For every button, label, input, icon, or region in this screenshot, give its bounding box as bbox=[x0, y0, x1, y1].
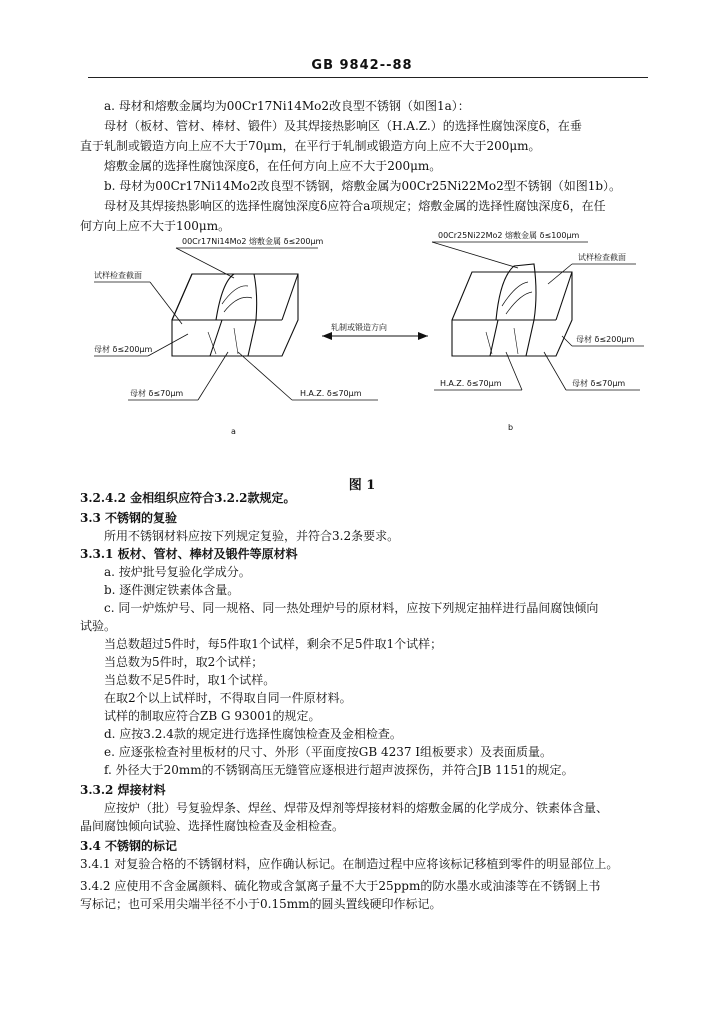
paragraph-line: 母材及其焊接热影响区的选择性腐蚀深度δ应符合a项规定；熔敷金属的选择性腐蚀深度δ，在任 bbox=[104, 199, 606, 213]
list-item-a: a. 按炉批号复验化学成分。 bbox=[104, 565, 251, 579]
paragraph-line: 晶间腐蚀倾向试验、选择性腐蚀检查及金相检查。 bbox=[80, 819, 345, 833]
clause-a: a. 母材和熔敷金属均为00Cr17Ni14Mo2改良型不锈钢（如图1a）： bbox=[104, 99, 470, 113]
section-3-3-heading: 3.3 不锈钢的复验 bbox=[80, 511, 178, 525]
specimen-b-block bbox=[452, 264, 572, 356]
arrowhead-left bbox=[322, 332, 332, 340]
clause-3-4-1: 3.4.1 对复验合格的不锈钢材料，应作确认标记。在制造过程中应将该标记移植到零件的明显部位上。 bbox=[80, 857, 619, 871]
clause-3-2-4-2: 3.2.4.2 金相组织应符合3.2.2款规定。 bbox=[80, 491, 296, 505]
figure-a-base-label-1: 母材 δ≤200μm bbox=[94, 345, 153, 354]
paragraph-line: 当总数为5件时，取2个试样； bbox=[104, 655, 264, 669]
paragraph-line: 当总数超过5件时，每5件取1个试样，剩余不足5件取1个试样； bbox=[104, 637, 443, 651]
paragraph-line: 何方向上应不大于100μm。 bbox=[80, 219, 231, 233]
paragraph-line: 应按炉（批）号复验焊条、焊丝、焊带及焊剂等焊接材料的熔敷金属的化学成分、铁素体含量、 bbox=[104, 801, 609, 815]
figure-b-top-label: 00Cr25Ni22Mo2 熔敷金属 δ≤100μm bbox=[438, 231, 580, 240]
list-item-c: c. 同一炉炼炉号、同一规格、同一热处理炉号的原材料，应按下列规定抽样进行晶间腐蚀倾向 bbox=[104, 601, 599, 615]
section-3-4-heading: 3.4 不锈钢的标记 bbox=[80, 839, 178, 853]
figure-1 bbox=[88, 224, 648, 444]
figure-arrow-label: 轧制或锻造方向 bbox=[331, 323, 387, 332]
figure-b-section-label: 试样检查截面 bbox=[578, 253, 626, 262]
figure-b-sublabel: b bbox=[508, 423, 514, 432]
paragraph-line: 当总数不足5件时，取1个试样。 bbox=[104, 673, 276, 687]
clause-b: b. 母材为00Cr17Ni14Mo2改良型不锈钢，熔敷金属为00Cr25Ni22Mo2型不锈钢（如图1b）。 bbox=[104, 179, 622, 193]
section-3-3-2-heading: 3.3.2 焊接材料 bbox=[80, 783, 166, 797]
figure-b-base-label-2: 母材 δ≤70μm bbox=[572, 379, 626, 388]
paragraph-line: 试验。 bbox=[80, 619, 117, 633]
list-item-d: d. 应按3.2.4款的规定进行选择性腐蚀检查及金相检查。 bbox=[104, 727, 402, 741]
figure-b-base-label-1: 母材 δ≤200μm bbox=[576, 335, 635, 344]
figure-a-section-label: 试样检查截面 bbox=[94, 271, 142, 280]
figure-a-sublabel: a bbox=[231, 427, 236, 436]
paragraph-line: 熔敷金属的选择性腐蚀深度δ，在任何方向上应不大于200μm。 bbox=[104, 159, 442, 173]
section-3-3-1-heading: 3.3.1 板材、管材、棒材及锻件等原材料 bbox=[80, 547, 298, 561]
list-item-f: f. 外径大于20mm的不锈钢高压无缝管应逐根进行超声波探伤，并符合JB 1151的规定。 bbox=[104, 763, 574, 777]
paragraph-line: 写标记；也可采用尖端半径不小于0.15mm的圆头置线硬印作标记。 bbox=[80, 897, 442, 911]
figure-a-haz-label: H.A.Z. δ≤70μm bbox=[300, 389, 362, 398]
figure-b-haz-label: H.A.Z. δ≤70μm bbox=[440, 379, 502, 388]
paragraph-line: 试样的制取应符合ZB G 93001的规定。 bbox=[104, 709, 321, 723]
paragraph-line: 在取2个以上试样时，不得取自同一件原材料。 bbox=[104, 691, 352, 705]
specimen-a-block bbox=[172, 274, 298, 356]
header-rule bbox=[88, 77, 648, 78]
paragraph-line: 母材（板材、管材、棒材、锻件）及其焊接热影响区（H.A.Z.）的选择性腐蚀深度δ，在垂 bbox=[104, 119, 582, 133]
list-item-b: b. 逐件测定铁素体含量。 bbox=[104, 583, 240, 597]
figure-a-base-label-2: 母材 δ≤70μm bbox=[130, 389, 184, 398]
clause-3-4-2: 3.4.2 应使用不含金属颜料、硫化物或含氯离子量不大于25ppm的防水墨水或油漆等在不锈钢上书 bbox=[80, 879, 601, 893]
figure-a-top-label: 00Cr17Ni14Mo2 熔敷金属 δ≤200μm bbox=[182, 237, 324, 246]
paragraph-line: 所用不锈钢材料应按下列规定复验，并符合3.2条要求。 bbox=[104, 529, 400, 543]
figure-caption: 图 1 bbox=[348, 478, 376, 493]
paragraph-line: 直于轧制或锻造方向上应不大于70μm，在平行于轧制或锻造方向上应不大于200μm。 bbox=[80, 139, 541, 153]
figure-1-drawing bbox=[88, 224, 648, 444]
arrowhead-right bbox=[418, 332, 428, 340]
list-item-e: e. 应逐张检查衬里板材的尺寸、外形（平面度按GB 4237 I组板要求）及表面质量。 bbox=[104, 745, 553, 759]
page-header: GB 9842--88 bbox=[311, 58, 413, 73]
